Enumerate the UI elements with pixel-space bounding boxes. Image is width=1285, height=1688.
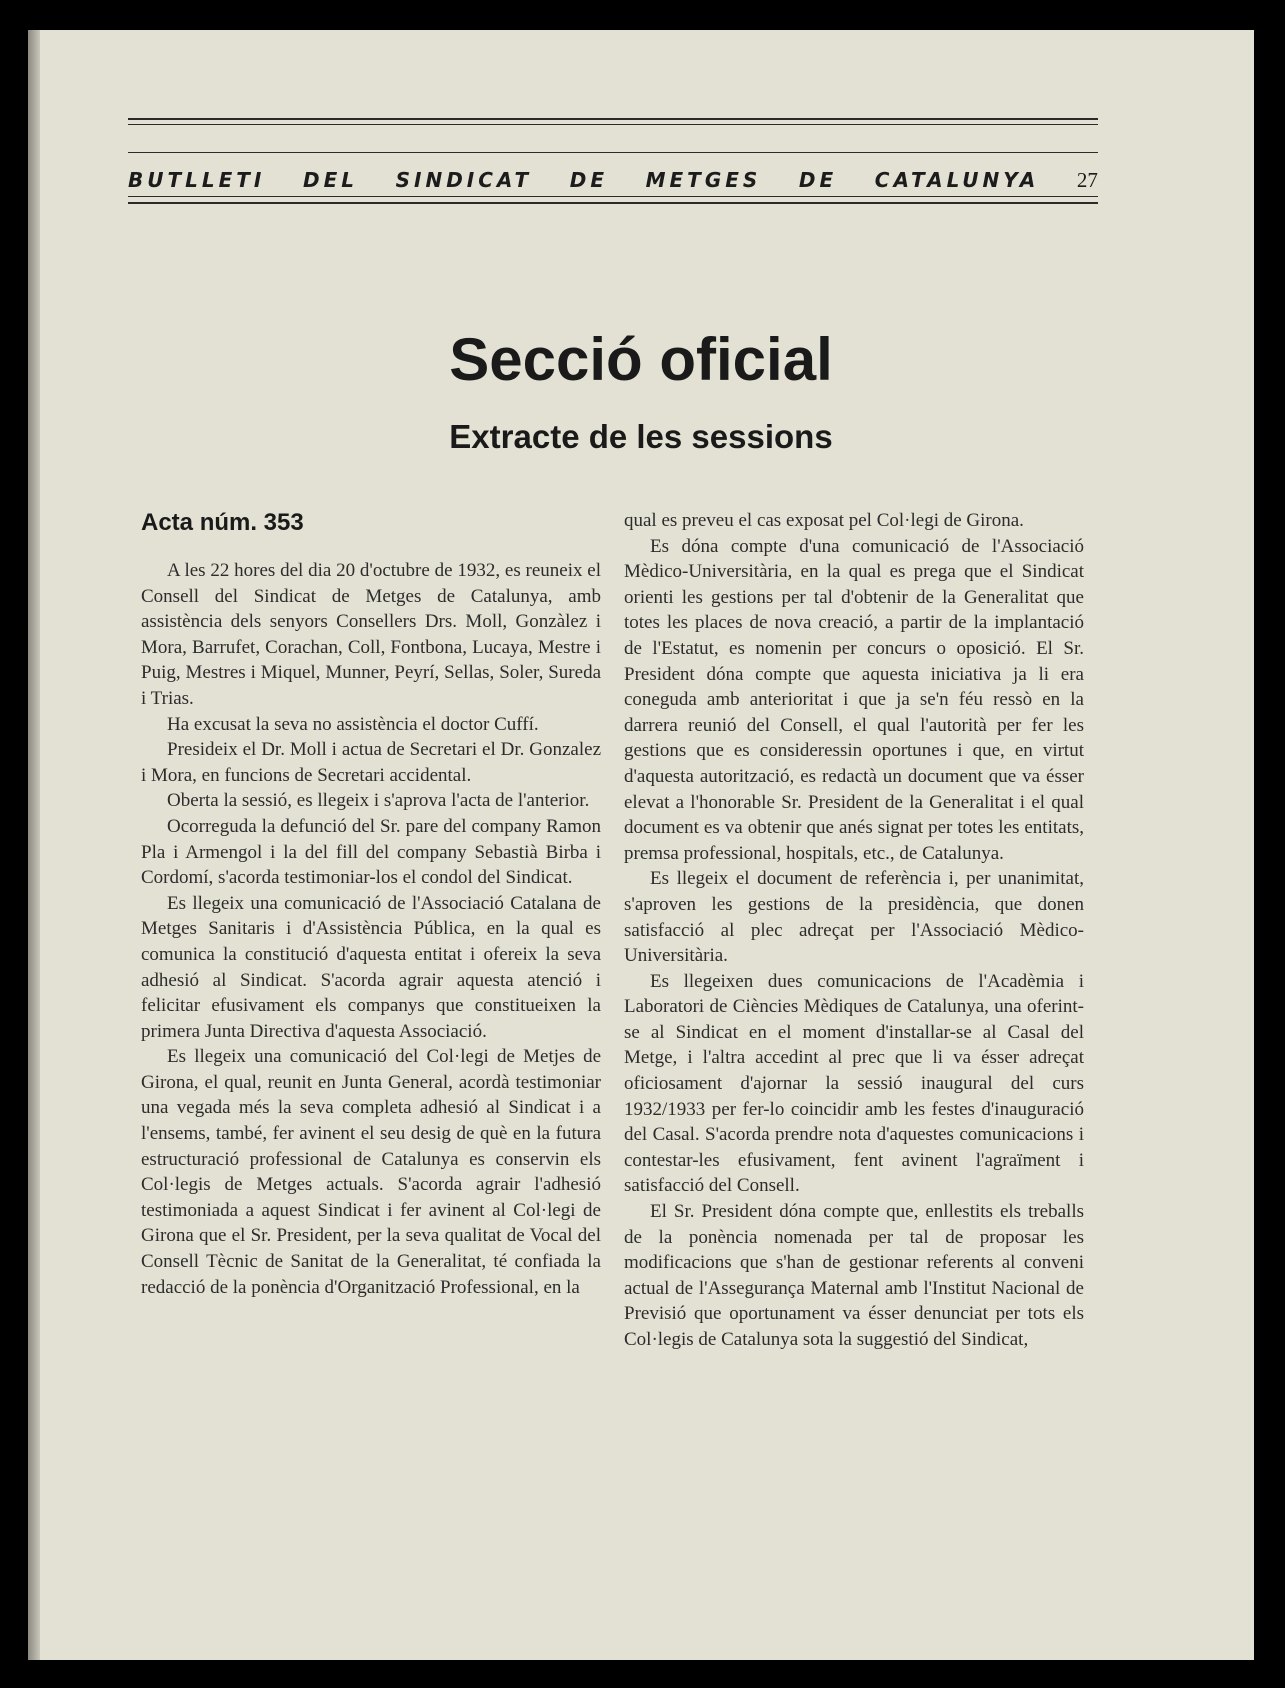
- paragraph: Es dóna compte d'una comunicació de l'Associació Mèdico-Universitària, en la qual es prega que el Sindicat orienti les gestions per tal d'obtenir de la Generalitat que totes les places de nova creació, a partir de la implantació de l'Estatut, es nomenin per concurs o oposició. El Sr. President dóna compte que aquesta iniciativa ja li era coneguda amb anterioritat i que ja se'n féu ressò en la darrera reunió del Consell, el qual l'autorità per fer les gestions que es consideressin oportunes i que, en virtut d'aquesta autorització, es redactà un document que va ésser elevat a l'honorable Sr. President de la Generalitat i el qual document es va obtenir que anés signat per totes les entitats, premsa professional, hospitals, etc., de Catalunya.: [624, 535, 1084, 864]
- section-subtitle: Extracte de les sessions: [449, 418, 833, 455]
- paragraph: Presideix el Dr. Moll i actua de Secretari el Dr. Gonzalez i Mora, en funcions de Secretari accidental.: [141, 739, 601, 786]
- header-rule-top-thin: [128, 124, 1098, 125]
- header-rule-mid: [128, 152, 1098, 153]
- right-column: [624, 508, 1084, 1353]
- header-rule-top: [128, 118, 1098, 120]
- paragraph: A les 22 hores del dia 20 d'octubre de 1932, es reuneix el Consell del Sindicat de Metges de Catalunya, amb assistència dels senyors Consellers Drs. Moll, Gonzàlez i Mora, Barrufet, Corachan, Coll, Fontbona, Lucaya, Mestre i Puig, Mestres i Miquel, Munner, Peyrí, Sellas, Soler, Sureda i Trias.: [141, 560, 601, 709]
- binding-edge: [28, 30, 40, 1660]
- paragraph: Ha excusat la seva no assistència el doctor Cuffí.: [167, 713, 539, 735]
- header-word: DE: [798, 168, 838, 192]
- section-title: Secció oficial: [449, 326, 833, 393]
- journal-page: [28, 30, 1254, 1660]
- page-number: 27: [1076, 168, 1098, 192]
- header-word: BUTLLETI: [128, 168, 266, 192]
- paragraph-continuation: qual es preveu el cas exposat pel Col·legi de Girona.: [624, 510, 1024, 531]
- header-word: CATALUNYA: [874, 168, 1040, 192]
- header-word: SINDICAT: [395, 168, 533, 192]
- paragraph: Es llegeixen dues comunicacions de l'Acadèmia i Laboratori de Ciències Mèdiques de Catalunya, una oferint-se al Sindicat en el moment d'installar-se al Casal del Metge, i l'altra accedint al prec que li va ésser adreçat oficiosament d'ajornar la sessió inaugural del curs 1932/1933 per fer-lo coincidir amb les festes d'inauguració del Casal. S'acorda prendre nota d'aquestes comunicacions i contestar-les efusivament, fent avinent l'agraïment i satisfacció del Consell.: [624, 970, 1084, 1197]
- paragraph: Es llegeix el document de referència i, per unanimitat, s'aproven les gestions de la presidència, que donen satisfacció al plec adreçat per l'Associació Mèdico-Universitària.: [624, 868, 1084, 967]
- left-column: [141, 508, 601, 1300]
- paragraph: Es llegeix una comunicació del Col·legi de Metjes de Girona, el qual, reunit en Junta General, acordà testimoniar una vegada més la seva completa adhesió al Sindicat i a l'ensems, també, fer avinent el seu desig de què en la futura estructuració professional de Catalunya es conservin els Col·legis de Metges actuals. S'acorda agrair l'adhesió testimoniada a aquest Sindicat i fer avinent al Col·legi de Girona que el Sr. President, per la seva qualitat de Vocal del Consell Tècnic de Sanitat de la Generalitat, té confiada la redacció de la ponència d'Organització Professional, en la: [141, 1046, 601, 1298]
- header-word: METGES: [645, 168, 762, 192]
- header-word: DE: [569, 168, 608, 192]
- header-rule-bottom: [128, 202, 1098, 204]
- paragraph: Es llegeix una comunicació de l'Associació Catalana de Metges Sanitaris i d'Assistència Pública, en la qual es comunica la constitució d'aquesta entitat i ofereix la seva adhesió al Sindicat. S'acorda agrair aquesta atenció i felicitar efusivament els companys que constitueixen la primera Junta Directiva d'aquesta Associació.: [141, 892, 601, 1042]
- paragraph: Oberta la sessió, es llegeix i s'aprova l'acta de l'anterior.: [167, 790, 590, 812]
- paragraph: El Sr. President dóna compte que, enllestits els treballs de la ponència nomenada per tal de proposar les modificacions que s'han de gestionar referents al conveni actual de l'Assegurança Maternal amb l'Institut Nacional de Previsió que oportunament va ésser denunciat per tots els Col·legis de Catalunya sota la suggestió del Sindicat,: [624, 1201, 1084, 1350]
- header-word: DEL: [302, 168, 358, 192]
- running-header: [128, 118, 1098, 208]
- paragraph: Ocorreguda la defunció del Sr. pare del company Ramon Pla i Armengol i la del fill del company Sebastià Birba i Cordomí, s'acorda testimoniar-los el condol del Sindicat.: [141, 815, 601, 889]
- act-heading: Acta núm. 353: [141, 509, 304, 536]
- header-rule-bottom-thin: [128, 196, 1098, 197]
- header-title: [128, 168, 1098, 193]
